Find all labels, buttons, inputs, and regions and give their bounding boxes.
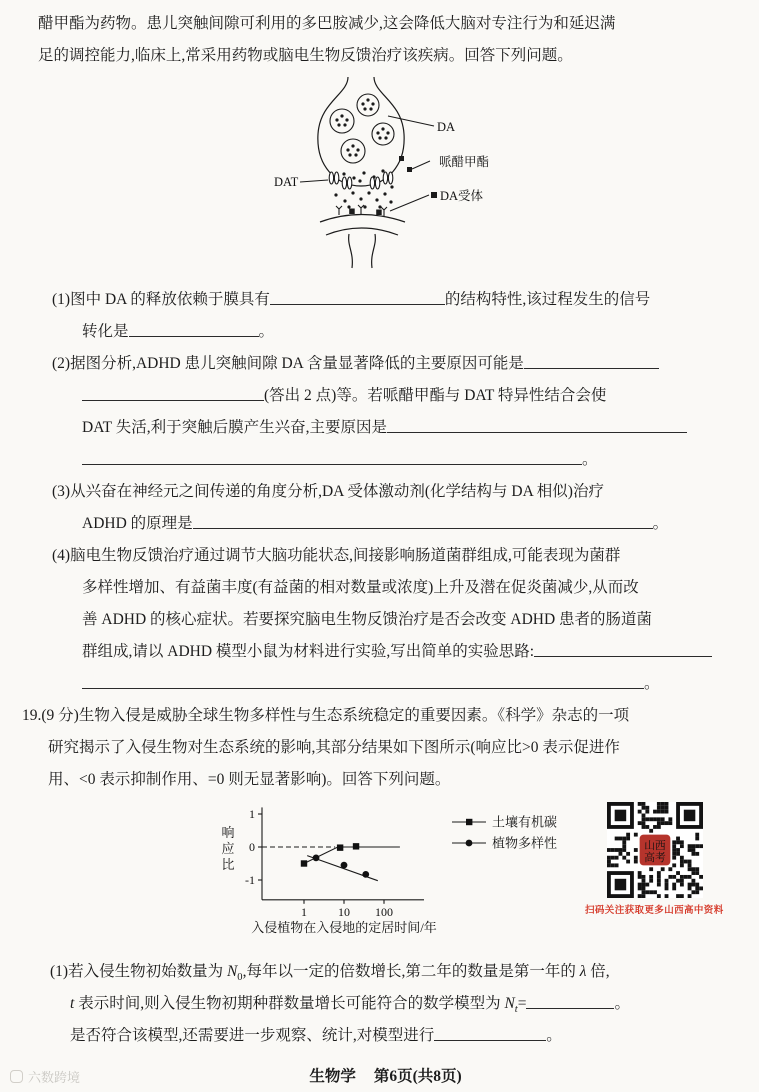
leader-lines (300, 116, 434, 211)
math-symbol: λ (579, 963, 587, 980)
text-segment: (2)据图分析,ADHD 患儿突触间隙 DA 含量显著降低的主要原因可能是 (52, 355, 524, 372)
svg-text:响: 响 (221, 825, 235, 840)
text-line (38, 284, 733, 316)
text-segment: = (517, 995, 527, 1012)
text-line (38, 444, 733, 476)
response-ratio-chart (212, 800, 642, 940)
text-line (38, 40, 733, 72)
answer-blank (82, 387, 264, 401)
answer-blank (82, 675, 644, 689)
text-line (38, 668, 733, 700)
text-segment: 醋甲酯为药物。患儿突触间隙可利用的多巴胺减少,这会降低大脑对专注行为和延迟满 (38, 15, 616, 32)
text-line (38, 604, 733, 636)
svg-text:土壤有机碳: 土壤有机碳 (492, 814, 558, 830)
text-segment: 多样性增加、有益菌丰度(有益菌的相对数量或浓度)上升及潜在促炎菌减少,从而改 (82, 579, 639, 596)
synapse-diagram (236, 74, 536, 280)
answer-blank (524, 355, 659, 369)
math-symbol: t (70, 995, 75, 1012)
qr-caption: 扫码关注获取更多山西高中资料 (585, 905, 724, 916)
text-segment: ADHD 的原理是 (82, 515, 193, 532)
da-receptor-legend-square (431, 192, 437, 198)
question-2 (38, 348, 733, 476)
svg-text:植物多样性: 植物多样性 (492, 835, 558, 851)
text-segment: 倍, (586, 963, 610, 980)
text-segment: (1)若入侵生物初始数量为 (50, 963, 227, 980)
subscript: t (514, 1004, 518, 1016)
text-line (38, 476, 733, 508)
question-19-1 (22, 956, 733, 1052)
math-symbol: N (504, 995, 515, 1012)
postsynaptic-membrane (320, 215, 405, 269)
text-line (38, 572, 733, 604)
intro-paragraph (38, 8, 733, 72)
text-segment: (答出 2 点)等。若哌醋甲酯与 DAT 特异性结合会使 (264, 387, 607, 404)
da-label: DA (436, 120, 455, 134)
watermark-logo-icon (10, 1070, 23, 1083)
text-line (38, 412, 733, 444)
text-line (22, 988, 733, 1020)
text-line (38, 636, 733, 668)
svg-text:比: 比 (221, 857, 235, 872)
text-segment: 。 (644, 675, 660, 692)
text-segment: 善 ADHD 的核心症状。若要探究脑电生物反馈治疗是否会改变 ADHD 患者的肠道菌 (82, 611, 653, 628)
math-symbol: N (226, 963, 238, 980)
text-segment: 群组成,请以 ADHD 模型小鼠为材料进行实验,写出简单的实验思路: (82, 643, 535, 660)
watermark (10, 1067, 80, 1086)
question-19 (22, 700, 733, 1052)
watermark-text: 六数跨境 (28, 1070, 81, 1085)
answer-blank (82, 451, 582, 465)
text-line (38, 316, 733, 348)
text-line (38, 348, 733, 380)
text-segment: 。 (546, 1027, 562, 1044)
text-segment: 足的调控能力,临床上,常采用药物或脑电生物反馈治疗该疾病。回答下列问题。 (38, 47, 573, 64)
text-segment: 。 (258, 323, 275, 340)
svg-text:高考: 高考 (644, 852, 666, 865)
footer-subject: 生物学 (309, 1068, 356, 1085)
answer-blank (526, 995, 614, 1009)
text-segment: 。 (614, 995, 630, 1012)
answer-blank (534, 643, 712, 657)
question-3 (38, 476, 733, 540)
text-segment: DAT 失活,利于突触后膜产生兴奋,主要原因是 (82, 419, 387, 436)
text-line (22, 700, 733, 732)
svg-text:1: 1 (249, 807, 255, 821)
svg-text:1: 1 (301, 904, 307, 919)
subscript: 0 (237, 972, 243, 984)
text-segment: 研究揭示了入侵生物对生态系统的影响,其部分结果如下图所示(响应比>0 表示促进作 (48, 739, 620, 756)
answer-blank (434, 1027, 546, 1041)
answer-blank (387, 419, 687, 433)
text-segment: 表示时间,则入侵生物初期种群数量增长可能符合的数学模型为 (74, 995, 505, 1012)
text-segment: (3)从兴奋在神经元之间传递的角度分析,DA 受体激动剂(化学结构与 DA 相似)治疗 (52, 483, 604, 500)
text-segment: 。 (652, 515, 669, 532)
text-line (38, 8, 733, 40)
text-segment: 转化是 (82, 323, 129, 340)
text-segment: 用、<0 表示抑制作用、=0 则无显著影响)。回答下列问题。 (48, 771, 451, 788)
svg-text:10: 10 (338, 904, 350, 919)
text-line (38, 540, 733, 572)
page-footer (38, 1064, 733, 1086)
footer-page-number: 第6页(共8页) (373, 1068, 462, 1085)
text-segment: (4)脑电生物反馈治疗通过调节大脑功能状态,间接影响肠道菌群组成,可能表现为菌群 (52, 547, 621, 564)
text-segment: (1)图中 DA 的释放依赖于膜具有 (52, 291, 270, 308)
text-line (22, 732, 733, 764)
answer-blank (270, 291, 445, 305)
svg-text:-1: -1 (245, 873, 255, 887)
qr-code-image (607, 802, 703, 898)
text-segment: 。 (582, 451, 598, 468)
text-line (22, 956, 733, 988)
qr-code (607, 802, 703, 898)
methylphenidate-label: 哌醋甲酯 (438, 155, 489, 169)
synapse-figure (38, 74, 733, 282)
text-line (38, 380, 733, 412)
text-line (22, 1020, 733, 1052)
svg-text:0: 0 (249, 840, 255, 854)
question-19-stem (22, 700, 733, 796)
figure-row (22, 798, 733, 956)
svg-text:应: 应 (221, 841, 235, 856)
answer-blank (193, 515, 653, 529)
text-line (38, 508, 733, 540)
presynaptic-terminal (317, 77, 403, 186)
svg-text:100: 100 (375, 904, 393, 919)
question-4 (38, 540, 733, 700)
da-receptor-label: DA受体 (439, 189, 483, 203)
text-segment: ,每年以一定的倍数增长,第二年的数量是第一年的 (242, 963, 580, 980)
svg-text:入侵植物在入侵地的定居时间/年: 入侵植物在入侵地的定居时间/年 (251, 919, 437, 935)
text-segment: 19.(9 分)生物入侵是威胁全球生物多样性与生态系统稳定的重要因素。《科学》杂志的一项 (22, 707, 630, 724)
answer-blank (129, 323, 259, 337)
qr-block (585, 802, 724, 916)
svg-text:山西: 山西 (644, 839, 666, 852)
text-line (22, 764, 733, 796)
text-segment: 是否符合该模型,还需要进一步观察、统计,对模型进行 (70, 1027, 435, 1044)
question-1 (38, 284, 733, 348)
dat-label: DAT (273, 175, 298, 189)
text-segment: 的结构特性,该过程发生的信号 (444, 291, 651, 308)
